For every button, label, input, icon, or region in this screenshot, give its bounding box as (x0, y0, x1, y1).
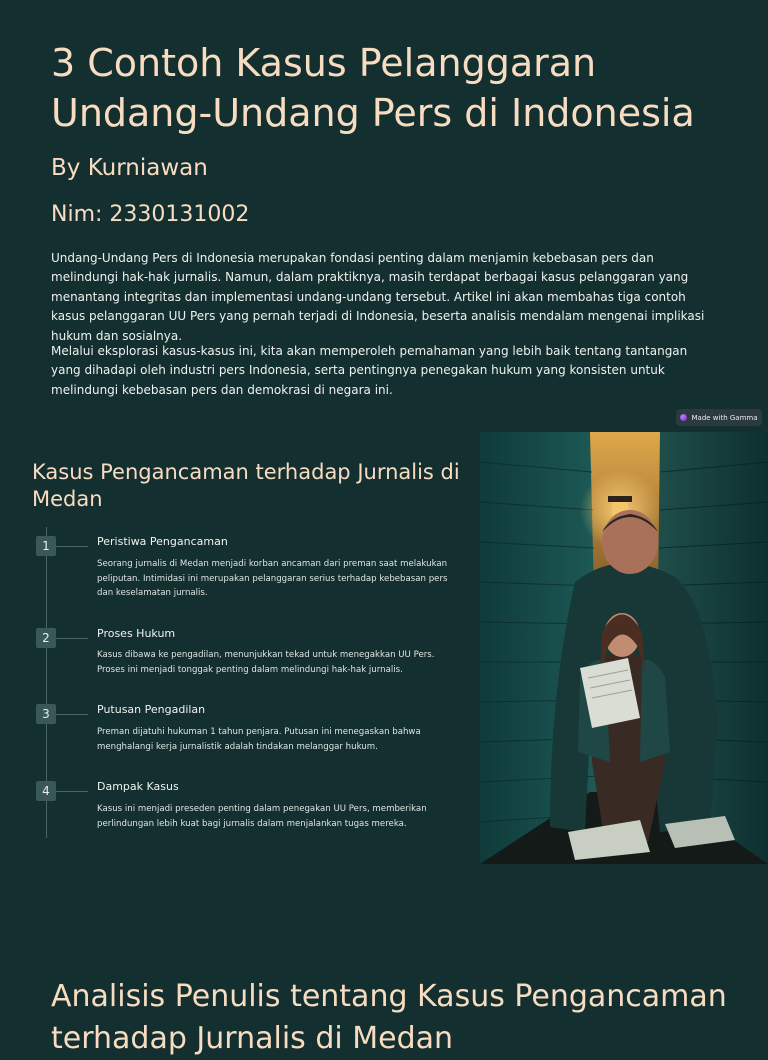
author-name: By Kurniawan (51, 155, 208, 181)
made-with-gamma-badge[interactable] (676, 409, 762, 426)
page-title: 3 Contoh Kasus Pelanggaran Undang-Undang Pers di Indonesia (51, 41, 695, 135)
timeline-number-badge: 3 (36, 704, 56, 724)
timeline-connector (56, 791, 88, 792)
analysis-section-title: Analisis Penulis tentang Kasus Pengancaman terhadap Jurnalis di Medan (51, 979, 727, 1056)
intro-paragraph-1: Undang-Undang Pers di Indonesia merupakan fondasi penting dalam menjamin kebebasan pers dan melindungi hak-hak jurnalis. Namun, dalam praktiknya, masih terdapat berbagai kasus pelanggaran yang menantang integritas dan implementasi undang-undang tersebut. Artikel ini akan membahas tiga contoh kasus pelanggaran UU Pers yang pernah terjadi di Indonesia, beserta analisis mendalam mengenai implikasi hukum dan sosialnya. (51, 251, 705, 343)
timeline-item-text: Preman dijatuhi hukuman 1 tahun penjara. Putusan ini menegaskan bahwa menghalangi kerja jurnalistik adalah tindakan melanggar hukum. (97, 727, 421, 752)
timeline-item-title: Dampak Kasus (97, 780, 179, 793)
timeline-connector (56, 714, 88, 715)
gamma-badge-label: Made with Gamma (691, 413, 758, 422)
timeline-item-title: Peristiwa Pengancaman (97, 535, 228, 548)
timeline-item-title: Proses Hukum (97, 627, 176, 640)
timeline-connector (56, 546, 88, 547)
timeline-item-text: Seorang jurnalis di Medan menjadi korban ancaman dari preman saat melakukan peliputan. Intimidasi ini merupakan pelanggaran serius terhadap kebebasan pers dan keselamatan jurnalis. (97, 559, 448, 599)
timeline-connector (56, 638, 88, 639)
timeline-item-text: Kasus ini menjadi preseden penting dalam penegakan UU Pers, memberikan perlindungan lebih kuat bagi jurnalis dalam menjalankan tugas mereka. (97, 804, 427, 829)
student-id: Nim: 2330131002 (51, 202, 250, 227)
timeline-number-badge: 4 (36, 781, 56, 801)
intro-paragraph-2: Melalui eksplorasi kasus-kasus ini, kita akan memperoleh pemahaman yang lebih baik tentang tantangan yang dihadapi oleh industri pers Indonesia, serta pentingnya penegakan hukum yang konsisten untuk melindungi kebebasan pers dan demokrasi di negara ini. (51, 344, 688, 397)
section-title: Kasus Pengancaman terhadap Jurnalis di Medan (32, 460, 460, 511)
gamma-logo-icon (680, 414, 687, 421)
timeline-number-badge: 2 (36, 628, 56, 648)
timeline-number-badge: 1 (36, 536, 56, 556)
alley-illustration (480, 432, 768, 864)
timeline-item-title: Putusan Pengadilan (97, 703, 206, 716)
timeline-item-text: Kasus dibawa ke pengadilan, menunjukkan tekad untuk menegakkan UU Pers. Proses ini menjadi tonggak penting dalam melindungi hak-hak jurnalis. (97, 650, 435, 675)
